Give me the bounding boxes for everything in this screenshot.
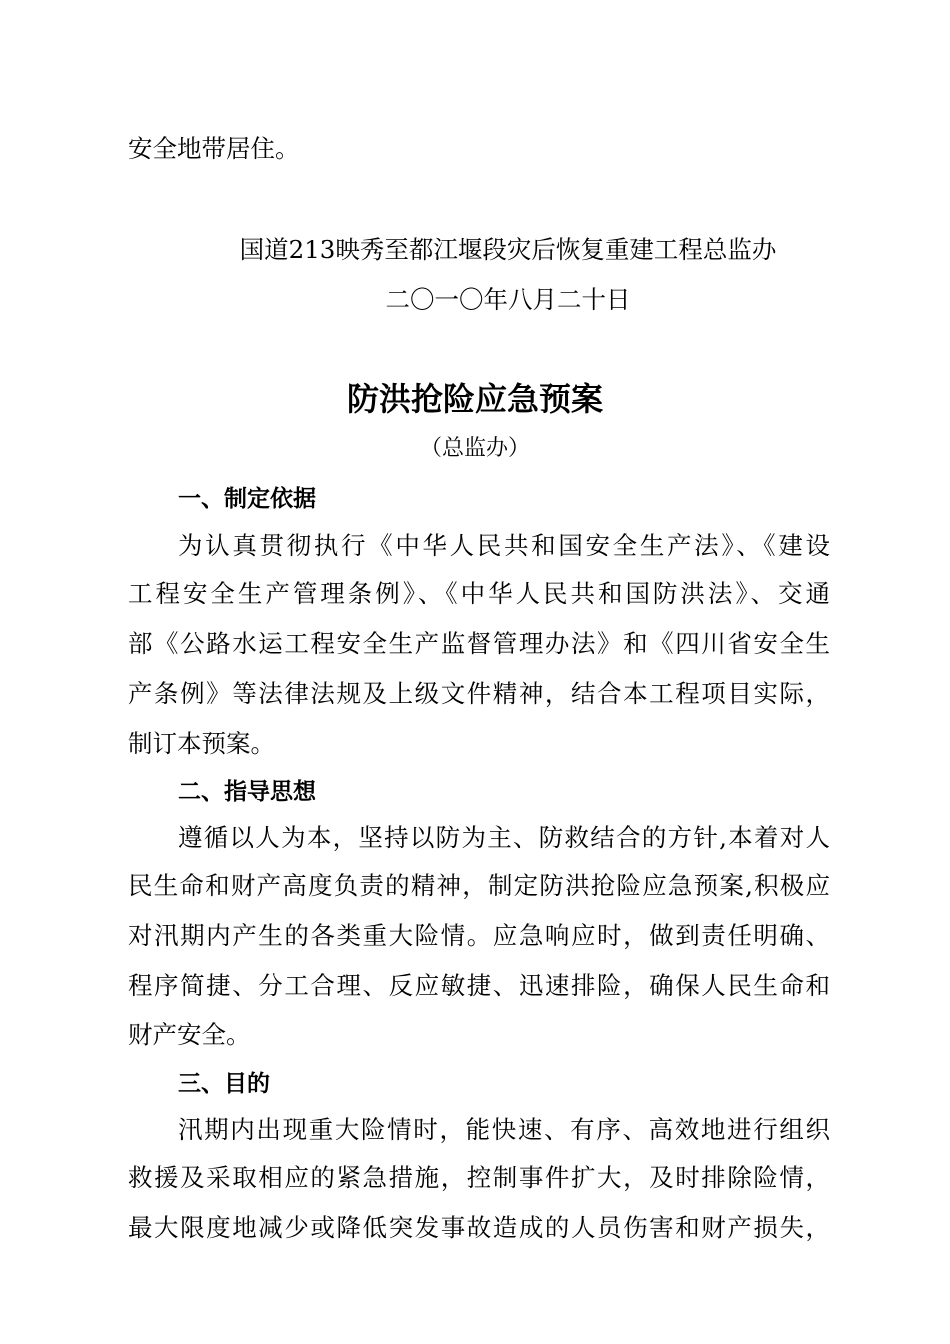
paragraph-line: 对汛期内产生的各类重大险情。应急响应时，做到责任明确、 bbox=[128, 921, 830, 950]
paragraph-line: 为认真贯彻执行《中华人民共和国安全生产法》、《建设 bbox=[178, 531, 830, 560]
paragraph-line: 工程安全生产管理条例》、《中华人民共和国防洪法》、交通 bbox=[128, 579, 830, 608]
paragraph-line: 产条例》等法律法规及上级文件精神，结合本工程项目实际， bbox=[128, 679, 830, 708]
paragraph-line: 救援及采取相应的紧急措施，控制事件扩大，及时排除险情， bbox=[128, 1163, 830, 1192]
document-subtitle: （总监办） bbox=[419, 436, 530, 461]
document-title: 防洪抢险应急预案 bbox=[346, 380, 603, 418]
section-heading-3: 三、目的 bbox=[178, 1071, 270, 1097]
signature-date: 二〇一〇年八月二十日 bbox=[385, 285, 631, 314]
continuation-text: 安全地带居住。 bbox=[128, 134, 300, 163]
paragraph-line: 民生命和财产高度负责的精神，制定防洪抢险应急预案,积极应 bbox=[128, 871, 830, 900]
paragraph-line: 遵循以人为本，坚持以防为主、防救结合的方针,本着对人 bbox=[178, 823, 830, 852]
section-heading-1: 一、制定依据 bbox=[178, 486, 316, 512]
paragraph-line: 汛期内出现重大险情时，能快速、有序、高效地进行组织 bbox=[178, 1115, 830, 1144]
paragraph-line: 财产安全。 bbox=[128, 1020, 251, 1049]
section-heading-2: 二、指导思想 bbox=[178, 779, 316, 805]
paragraph-line: 部《公路水运工程安全生产监督管理办法》和《四川省安全生 bbox=[128, 629, 830, 658]
signature-organization: 国道213映秀至都江堰段灾后恢复重建工程总监办 bbox=[239, 235, 777, 264]
paragraph-line: 最大限度地减少或降低突发事故造成的人员伤害和财产损失， bbox=[128, 1213, 830, 1242]
paragraph-line: 程序简捷、分工合理、反应敏捷、迅速排险，确保人民生命和 bbox=[128, 971, 830, 1000]
paragraph-line: 制订本预案。 bbox=[128, 729, 275, 758]
